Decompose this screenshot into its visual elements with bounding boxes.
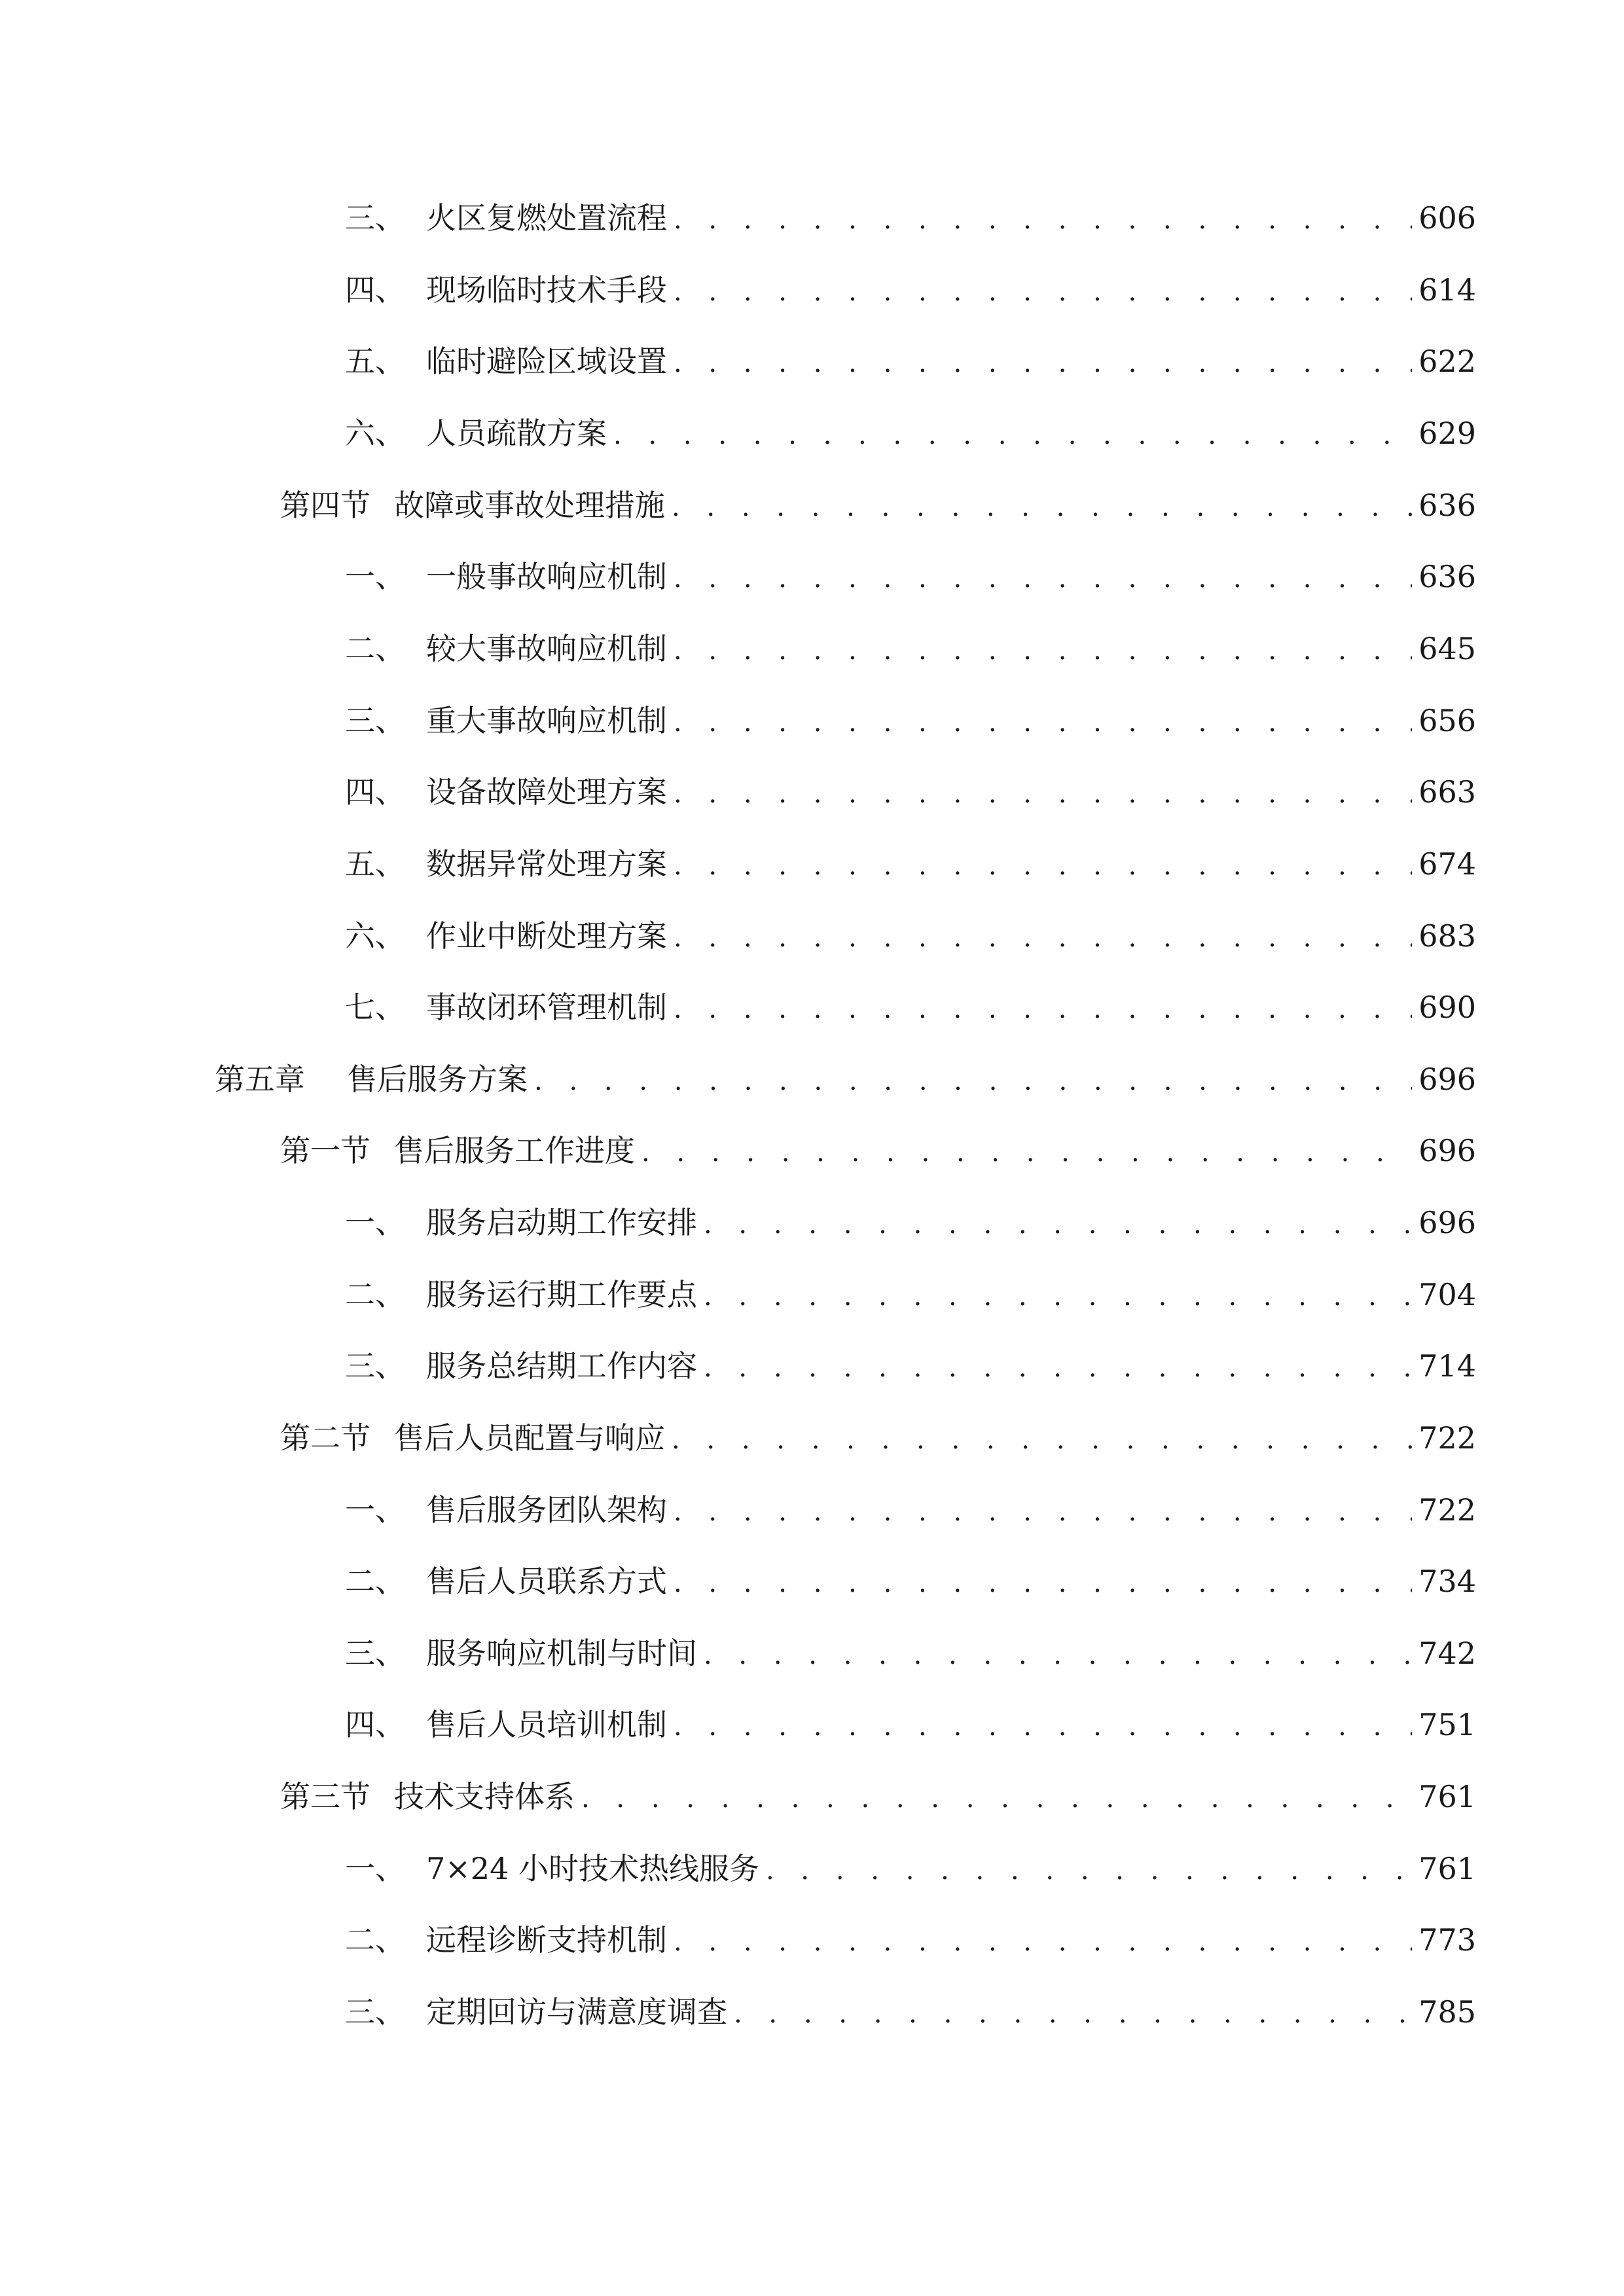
toc-entry-page-number: 690 [1418, 990, 1476, 1025]
toc-entry-page-number: 663 [1418, 774, 1476, 810]
toc-entry-page-number: 696 [1418, 1205, 1476, 1240]
dot-leader [734, 1991, 1412, 2037]
toc-entry-numeral: 二、 [345, 631, 405, 666]
toc-entry-page-number: 645 [1418, 631, 1476, 666]
toc-entry[interactable] [0, 1200, 1624, 1246]
toc-entry-page-number: 742 [1418, 1636, 1476, 1671]
toc-entry[interactable] [0, 1343, 1624, 1389]
dot-leader [613, 412, 1412, 458]
toc-entry[interactable] [0, 267, 1624, 313]
toc-entry-numeral: 五、 [345, 846, 405, 882]
dot-leader [674, 1704, 1412, 1749]
toc-entry-page-number: 622 [1418, 344, 1476, 379]
toc-entry-numeral: 第三节 [280, 1779, 370, 1814]
toc-entry-numeral: 五、 [345, 344, 405, 379]
dot-leader [674, 986, 1412, 1032]
toc-entry-title: 故障或事故处理措施 [394, 488, 665, 523]
toc-entry-title: 事故闭环管理机制 [426, 990, 667, 1025]
toc-entry-title: 一般事故响应机制 [426, 559, 667, 594]
toc-entry[interactable] [0, 410, 1624, 456]
toc-entry-page-number: 704 [1418, 1277, 1476, 1312]
toc-entry-numeral: 二、 [345, 1922, 405, 1958]
dot-leader [704, 1345, 1412, 1391]
toc-entry-numeral: 六、 [345, 918, 405, 954]
toc-entry[interactable] [0, 769, 1624, 815]
toc-entry-numeral: 第一节 [280, 1133, 370, 1168]
toc-entry-page-number: 761 [1418, 1779, 1476, 1814]
toc-entry-title: 售后服务方案 [347, 1062, 528, 1097]
dot-leader [581, 1776, 1412, 1821]
toc-entry[interactable] [0, 1774, 1624, 1820]
toc-entry-title: 定期回访与满意度调查 [426, 1994, 727, 2030]
dot-leader [672, 1417, 1412, 1463]
toc-entry-page-number: 696 [1418, 1133, 1476, 1168]
dot-leader [674, 556, 1412, 601]
toc-entry-title: 售后服务团队架构 [426, 1492, 667, 1528]
toc-entry[interactable] [0, 554, 1624, 600]
toc-entry-numeral: 第四节 [280, 488, 370, 523]
toc-entry[interactable] [0, 1415, 1624, 1461]
toc-entry-numeral: 三、 [345, 1348, 405, 1384]
dot-leader [766, 1848, 1412, 1893]
dot-leader [674, 915, 1412, 961]
toc-entry-title: 远程诊断支持机制 [426, 1922, 667, 1958]
toc-entry-numeral: 二、 [345, 1277, 405, 1312]
toc-entry-numeral: 二、 [345, 1564, 405, 1599]
toc-entry[interactable] [0, 338, 1624, 384]
toc-entry-title: 售后人员联系方式 [426, 1564, 667, 1599]
toc-entry-page-number: 785 [1418, 1994, 1476, 2030]
toc-entry[interactable] [0, 195, 1624, 241]
toc-entry[interactable] [0, 1989, 1624, 2035]
dot-leader [674, 1919, 1412, 1965]
toc-entry-numeral: 第二节 [280, 1420, 370, 1456]
dot-leader [674, 1560, 1412, 1606]
dot-leader [672, 484, 1412, 530]
toc-entry-numeral: 一、 [345, 1851, 405, 1886]
toc-entry-page-number: 722 [1418, 1420, 1476, 1456]
toc-entry[interactable] [0, 1846, 1624, 1892]
toc-entry[interactable] [0, 1272, 1624, 1318]
toc-entry-title: 临时避险区域设置 [426, 344, 667, 379]
dot-leader [674, 197, 1412, 243]
toc-entry-numeral: 第五章 [215, 1062, 305, 1097]
toc-entry-title: 服务总结期工作内容 [426, 1348, 697, 1384]
toc-entry-title: 较大事故响应机制 [426, 631, 667, 666]
toc-entry-title: 服务运行期工作要点 [426, 1277, 697, 1312]
dot-leader [704, 1202, 1412, 1247]
toc-entry-numeral: 三、 [345, 703, 405, 738]
toc-entry[interactable] [0, 1487, 1624, 1533]
toc-entry-page-number: 773 [1418, 1922, 1476, 1958]
dot-leader [674, 771, 1412, 817]
toc-entry-title: 火区复燃处置流程 [426, 200, 667, 236]
toc-entry-title: 重大事故响应机制 [426, 703, 667, 738]
toc-entry-numeral: 一、 [345, 1492, 405, 1528]
toc-entry-title: 人员疏散方案 [426, 416, 607, 451]
toc-entry-title: 技术支持体系 [394, 1779, 575, 1814]
toc-entry-page-number: 683 [1418, 918, 1476, 954]
toc-entry[interactable] [0, 913, 1624, 959]
toc-entry-page-number: 696 [1418, 1062, 1476, 1097]
dot-leader [674, 340, 1412, 386]
toc-entry-numeral: 三、 [345, 200, 405, 236]
toc-entry-page-number: 636 [1418, 488, 1476, 523]
toc-entry[interactable] [0, 1630, 1624, 1676]
toc-entry-page-number: 606 [1418, 200, 1476, 236]
toc-entry[interactable] [0, 841, 1624, 887]
toc-entry-page-number: 714 [1418, 1348, 1476, 1384]
toc-entry[interactable] [0, 626, 1624, 672]
toc-entry-numeral: 三、 [345, 1636, 405, 1671]
toc-entry[interactable] [0, 1917, 1624, 1963]
toc-entry[interactable] [0, 1558, 1624, 1604]
toc-entry-title: 7×24 小时技术热线服务 [426, 1851, 759, 1886]
toc-entry-page-number: 674 [1418, 846, 1476, 882]
toc-entry[interactable] [0, 698, 1624, 744]
dot-leader [534, 1058, 1412, 1104]
toc-entry-page-number: 734 [1418, 1564, 1476, 1599]
toc-entry-title: 现场临时技术手段 [426, 272, 667, 308]
dot-leader [674, 1489, 1412, 1535]
toc-entry-numeral: 一、 [345, 1205, 405, 1240]
dot-leader [704, 1632, 1412, 1678]
toc-entry-page-number: 629 [1418, 416, 1476, 451]
toc-entry-title: 数据异常处理方案 [426, 846, 667, 882]
toc-entry[interactable] [0, 1056, 1624, 1102]
dot-leader [641, 1130, 1412, 1175]
toc-entry-numeral: 七、 [345, 990, 405, 1025]
toc-entry-page-number: 722 [1418, 1492, 1476, 1528]
toc-entry[interactable] [0, 1702, 1624, 1748]
toc-entry-numeral: 六、 [345, 416, 405, 451]
toc-entry[interactable] [0, 1128, 1624, 1174]
toc-entry[interactable] [0, 984, 1624, 1030]
toc-entry-title: 设备故障处理方案 [426, 774, 667, 810]
dot-leader [674, 269, 1412, 315]
toc-entry-numeral: 一、 [345, 559, 405, 594]
toc-entry-page-number: 614 [1418, 272, 1476, 308]
toc-entry-numeral: 四、 [345, 774, 405, 810]
toc-entry-page-number: 761 [1418, 1851, 1476, 1886]
toc-entry-numeral: 三、 [345, 1994, 405, 2030]
toc-entry-numeral: 四、 [345, 1707, 405, 1742]
toc-entry[interactable] [0, 482, 1624, 528]
dot-leader [674, 843, 1412, 889]
toc-entry-title: 售后服务工作进度 [394, 1133, 635, 1168]
toc-entry-title: 作业中断处理方案 [426, 918, 667, 954]
toc-entry-title: 售后人员培训机制 [426, 1707, 667, 1742]
toc-entry-title: 服务响应机制与时间 [426, 1636, 697, 1671]
toc-entry-page-number: 656 [1418, 703, 1476, 738]
dot-leader [674, 628, 1412, 673]
dot-leader [674, 700, 1412, 745]
toc-entry-title: 售后人员配置与响应 [394, 1420, 665, 1456]
dot-leader [704, 1274, 1412, 1319]
toc-entry-numeral: 四、 [345, 272, 405, 308]
toc-entry-title: 服务启动期工作安排 [426, 1205, 697, 1240]
toc-entry-page-number: 751 [1418, 1707, 1476, 1742]
toc-entry-page-number: 636 [1418, 559, 1476, 594]
